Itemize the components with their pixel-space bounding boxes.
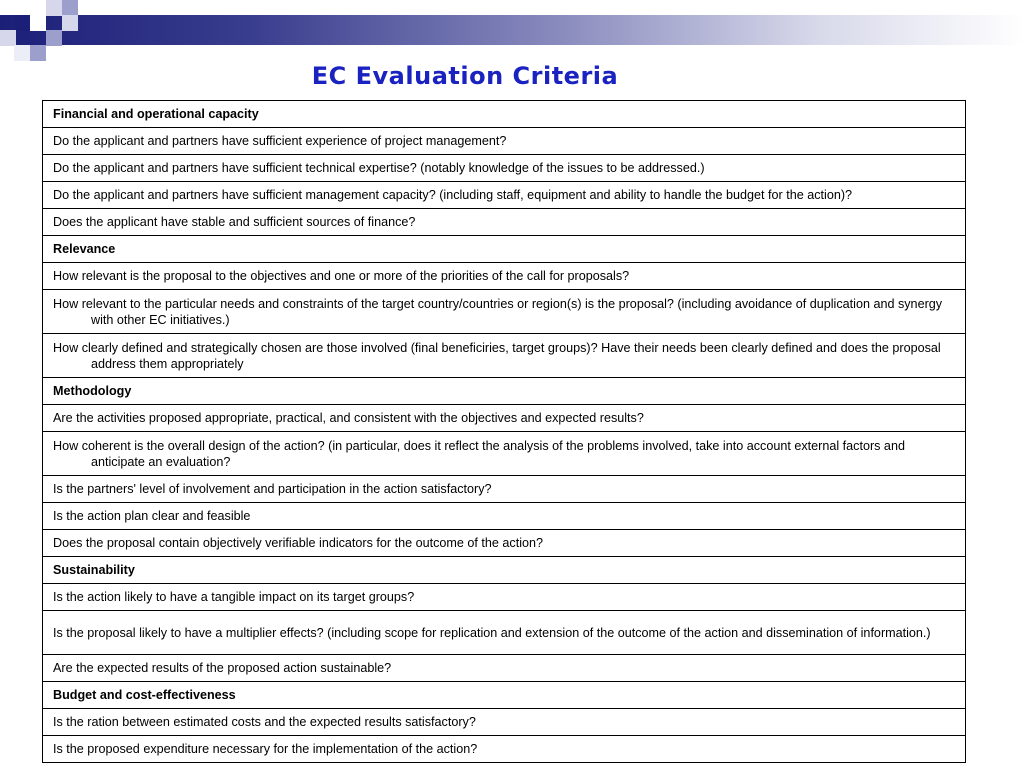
criterion-row [43,432,966,476]
criterion-text: Do the applicant and partners have sufficient experience of project management? [53,134,507,148]
section-heading: Methodology [53,384,132,398]
criterion-text: Do the applicant and partners have sufficient management capacity? (including staff, equipment and ability to handle the budget for the action)? [53,188,853,202]
section-heading: Financial and operational capacity [53,107,259,121]
criteria-table [42,100,966,763]
header-gradient-band [0,15,1024,45]
criterion-text: Is the proposed expenditure necessary for the implementation of the action? [53,742,478,756]
criterion-text: Is the action plan clear and feasible [53,509,251,523]
criterion-row [43,128,966,155]
criterion-text: How relevant to the particular needs and constraints of the target country/countries or region(s) is the proposal? (including avoidance of duplication and synergy with other EC initiatives.) [53,296,943,327]
criterion-row [43,655,966,682]
criterion-text: Are the expected results of the proposed action sustainable? [53,661,392,675]
criterion-row [43,209,966,236]
criterion-row [43,736,966,763]
criteria-table-container [42,100,966,763]
criterion-text: Is the ration between estimated costs and the expected results satisfactory? [53,715,476,729]
criterion-text: How clearly defined and strategically chosen are those involved (final beneficiries, target groups)? Have their needs been clearly defined and does the proposal address them appropriately [53,340,941,371]
criterion-text: How relevant is the proposal to the objectives and one or more of the priorities of the call for proposals? [53,269,630,283]
criterion-row [43,709,966,736]
criterion-row [43,530,966,557]
section-heading: Sustainability [53,563,135,577]
section-heading-row [43,236,966,263]
criterion-row [43,405,966,432]
criterion-row [43,263,966,290]
section-heading: Relevance [53,242,116,256]
section-heading: Budget and cost-effectiveness [53,688,236,702]
slide-title: EC Evaluation Criteria [311,62,619,90]
criterion-text: Do the applicant and partners have sufficient technical expertise? (notably knowledge of the issues to be addressed.) [53,161,705,175]
criterion-row [43,503,966,530]
criterion-row [43,290,966,334]
criterion-row [43,476,966,503]
criterion-row [43,611,966,655]
section-heading-row [43,557,966,584]
criterion-text: Are the activities proposed appropriate, practical, and consistent with the objectives and expected results? [53,411,644,425]
criterion-text: Is the proposal likely to have a multiplier effects? (including scope for replication and extension of the outcome of the action and dissemination of information.) [53,625,931,640]
criterion-row [43,182,966,209]
criterion-row [43,584,966,611]
section-heading-row [43,682,966,709]
section-heading-row [43,378,966,405]
criterion-text: How coherent is the overall design of the action? (in particular, does it reflect the analysis of the problems involved, take into account external factors and anticipate an evaluation? [53,438,905,469]
section-heading-row [43,101,966,128]
criterion-text: Does the applicant have stable and sufficient sources of finance? [53,215,416,229]
criterion-text: Is the partners' level of involvement and participation in the action satisfactory? [53,482,492,496]
criterion-text: Is the action likely to have a tangible impact on its target groups? [53,590,415,604]
criterion-text: Does the proposal contain objectively verifiable indicators for the outcome of the action? [53,536,544,550]
criterion-row [43,155,966,182]
criterion-row [43,334,966,378]
